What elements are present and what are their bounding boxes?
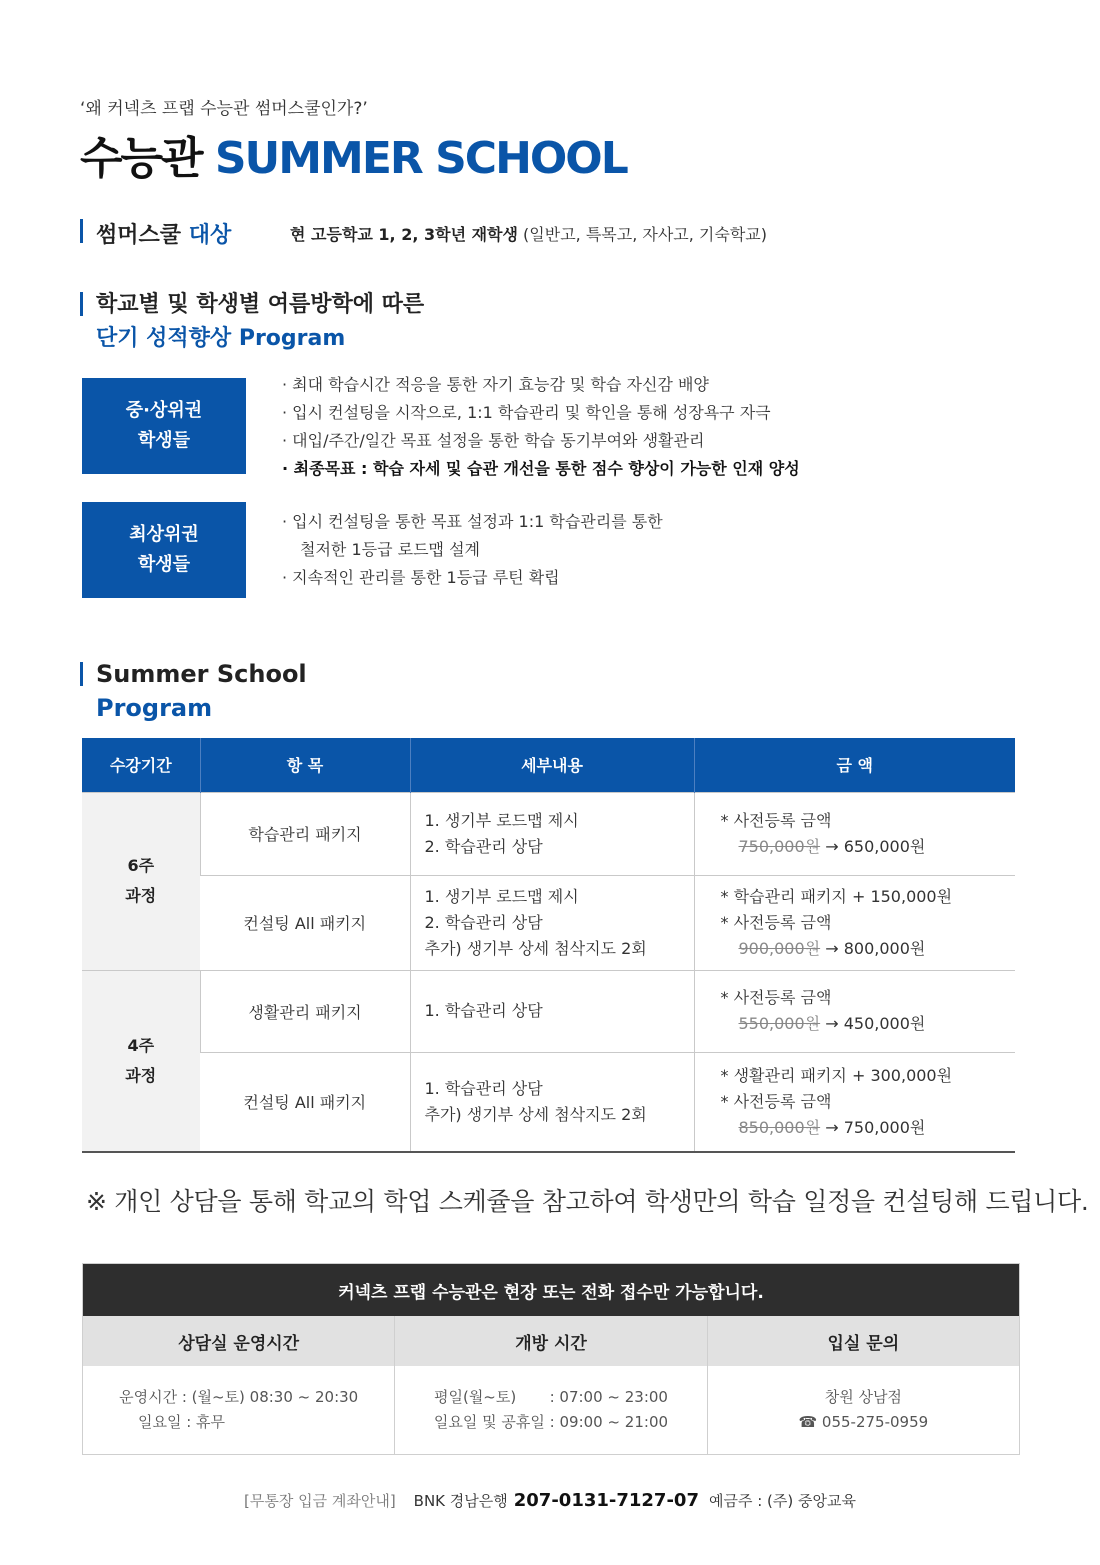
info-line: 평일(월~토) : 07:00 ~ 23:00 bbox=[433, 1388, 668, 1406]
period-cell bbox=[82, 792, 200, 970]
old-price: 850,000원 bbox=[738, 1117, 821, 1137]
detail-line: 2. 학습관리 상담 bbox=[424, 836, 543, 856]
target-label-highlight: 대상 bbox=[188, 223, 232, 248]
page-title bbox=[80, 122, 627, 186]
bullet-item-goal: · 최종목표 : 학습 자세 및 습관 개선을 통한 점수 향상이 가능한 인재 양성 bbox=[282, 459, 800, 478]
section-bar bbox=[80, 662, 83, 686]
program-intro-line1: 학교별 및 학생별 여름방학에 따른 bbox=[96, 292, 425, 317]
price-cell bbox=[694, 970, 1015, 1052]
tier-box-line2: 학생들 bbox=[137, 554, 191, 575]
arrow-icon: → bbox=[820, 938, 844, 958]
detail-cell bbox=[410, 1052, 694, 1152]
arrow-icon: → bbox=[820, 1014, 844, 1033]
info-line: 창원 상남점 bbox=[824, 1388, 902, 1406]
tier-box-line1: 중·상위권 bbox=[125, 400, 203, 421]
program-table bbox=[82, 738, 1015, 1153]
info-col-contact bbox=[707, 1316, 1019, 1454]
section-bar bbox=[80, 219, 83, 243]
summer-program-title bbox=[96, 657, 307, 725]
info-line: 일요일 및 공휴일 : 09:00 ~ 21:00 bbox=[433, 1413, 669, 1431]
package-extra: * 생활관리 패키지 + 300,000원 bbox=[720, 1065, 953, 1085]
arrow-icon: → bbox=[820, 1117, 844, 1137]
info-col-title: 상담실 운영시간 bbox=[83, 1316, 394, 1366]
target-label-prefix: 썸머스쿨 bbox=[96, 223, 182, 248]
period-line2: 과정 bbox=[125, 1065, 157, 1085]
info-col-title: 입실 문의 bbox=[708, 1316, 1019, 1366]
target-text bbox=[290, 222, 767, 245]
bullet-item-continued: 철저한 1등급 로드맵 설계 bbox=[300, 540, 480, 559]
reg-label: * 사전등록 금액 bbox=[720, 988, 832, 1007]
new-price: 800,000원 bbox=[843, 938, 926, 958]
info-col-open bbox=[394, 1316, 706, 1454]
title-korean: 수능관 bbox=[80, 133, 202, 184]
old-price: 750,000원 bbox=[738, 836, 821, 856]
header-period: 수강기간 bbox=[82, 738, 200, 792]
detail-line: 1. 학습관리 상담 bbox=[424, 1001, 543, 1020]
phone-line: ☎ 055-275-0959 bbox=[798, 1413, 929, 1431]
detail-cell bbox=[410, 792, 694, 875]
package-extra: * 학습관리 패키지 + 150,000원 bbox=[720, 886, 953, 906]
detail-cell bbox=[410, 970, 694, 1052]
old-price: 900,000원 bbox=[738, 938, 821, 958]
bullet-item: · 지속적인 관리를 통한 1등급 루틴 확립 bbox=[282, 568, 560, 587]
table-row bbox=[82, 875, 1015, 970]
table-header-row bbox=[82, 738, 1015, 792]
header-item: 항 목 bbox=[200, 738, 410, 792]
info-banner: 커넥츠 프랩 수능관은 현장 또는 전화 접수만 가능합니다. bbox=[83, 1264, 1019, 1316]
target-text-bold: 현 고등학교 1, 2, 3학년 재학생 bbox=[290, 225, 518, 244]
period-line2: 과정 bbox=[125, 886, 157, 905]
info-line: 운영시간 : (월~토) 08:30 ~ 20:30 bbox=[119, 1388, 359, 1406]
info-line: 일요일 : 휴무 bbox=[138, 1413, 226, 1431]
price-cell bbox=[694, 792, 1015, 875]
tier-bullets-top bbox=[282, 508, 663, 592]
header-detail: 세부내용 bbox=[410, 738, 694, 792]
tier-box-line2: 학생들 bbox=[137, 430, 191, 451]
new-price: 650,000원 bbox=[843, 836, 926, 856]
new-price: 750,000원 bbox=[843, 1117, 926, 1137]
target-label bbox=[96, 218, 231, 249]
detail-cell bbox=[410, 875, 694, 970]
detail-line: 1. 학습관리 상담 bbox=[424, 1078, 543, 1098]
detail-line: 1. 생기부 로드맵 제시 bbox=[424, 810, 579, 830]
program-intro-line2: 단기 성적향상 Program bbox=[96, 326, 346, 351]
detail-line: 추가) 생기부 상세 첨삭지도 2회 bbox=[424, 1104, 647, 1124]
bank-label: [무통장 입금 계좌안내] bbox=[244, 1492, 396, 1510]
table-row bbox=[82, 792, 1015, 875]
price-cell bbox=[694, 875, 1015, 970]
period-line1: 4주 bbox=[127, 1035, 155, 1055]
table-row bbox=[82, 970, 1015, 1052]
reg-label: * 사전등록 금액 bbox=[720, 1091, 832, 1111]
title-english: SUMMER SCHOOL bbox=[214, 133, 627, 184]
bullet-item: · 최대 학습시간 적응을 통한 자기 효능감 및 학습 자신감 배양 bbox=[282, 375, 709, 394]
price-cell bbox=[694, 1052, 1015, 1152]
old-price: 550,000원 bbox=[738, 1014, 821, 1033]
tier-box-top bbox=[82, 502, 246, 598]
item-cell: 생활관리 패키지 bbox=[200, 970, 410, 1052]
bank-name: BNK 경남은행 bbox=[413, 1492, 508, 1510]
period-line1: 6주 bbox=[127, 856, 155, 875]
detail-line: 2. 학습관리 상담 bbox=[424, 912, 543, 932]
bullet-item: · 입시 컨설팅을 통한 목표 설정과 1:1 학습관리를 통한 bbox=[282, 512, 663, 531]
item-cell: 컨설팅 All 패키지 bbox=[200, 1052, 410, 1152]
reg-label: * 사전등록 금액 bbox=[720, 810, 832, 830]
bank-holder: 예금주 : (주) 중앙교육 bbox=[708, 1492, 856, 1510]
top-quote: ‘왜 커넥츠 프랩 수능관 썸머스쿨인가?’ bbox=[80, 99, 368, 119]
bank-info bbox=[0, 1490, 1100, 1511]
detail-line: 추가) 생기부 상세 첨삭지도 2회 bbox=[424, 938, 647, 958]
summer-program-line1: Summer School bbox=[96, 660, 307, 688]
item-cell: 학습관리 패키지 bbox=[200, 792, 410, 875]
consulting-notice: ※ 개인 상담을 통해 학교의 학업 스케쥴을 참고하여 학생만의 학습 일정을 컨설팅해 드립니다. bbox=[86, 1187, 1089, 1216]
tier-bullets-upper-mid bbox=[282, 371, 800, 483]
period-cell bbox=[82, 970, 200, 1152]
header-price: 금 액 bbox=[694, 738, 1015, 792]
summer-program-line2: Program bbox=[96, 694, 213, 722]
section-bar bbox=[80, 292, 83, 316]
new-price: 450,000원 bbox=[843, 1014, 926, 1033]
reg-label: * 사전등록 금액 bbox=[720, 912, 832, 932]
arrow-icon: → bbox=[820, 836, 844, 856]
info-col-hours bbox=[83, 1316, 394, 1454]
bank-account: 207-0131-7127-07 bbox=[513, 1490, 699, 1511]
table-row bbox=[82, 1052, 1015, 1152]
bullet-item: · 대입/주간/일간 목표 설정을 통한 학습 동기부여와 생활관리 bbox=[282, 431, 705, 450]
bullet-item: · 입시 컨설팅을 시작으로, 1:1 학습관리 및 학인을 통해 성장욕구 자극 bbox=[282, 403, 771, 422]
tier-box-line1: 최상위권 bbox=[129, 524, 199, 545]
detail-line: 1. 생기부 로드맵 제시 bbox=[424, 886, 579, 906]
item-cell: 컨설팅 All 패키지 bbox=[200, 875, 410, 970]
program-intro-title bbox=[96, 288, 424, 356]
target-text-rest: (일반고, 특목고, 자사고, 기숙학교) bbox=[517, 225, 767, 244]
tier-box-upper-mid bbox=[82, 378, 246, 474]
info-box bbox=[82, 1263, 1020, 1455]
info-col-title: 개방 시간 bbox=[395, 1316, 706, 1366]
